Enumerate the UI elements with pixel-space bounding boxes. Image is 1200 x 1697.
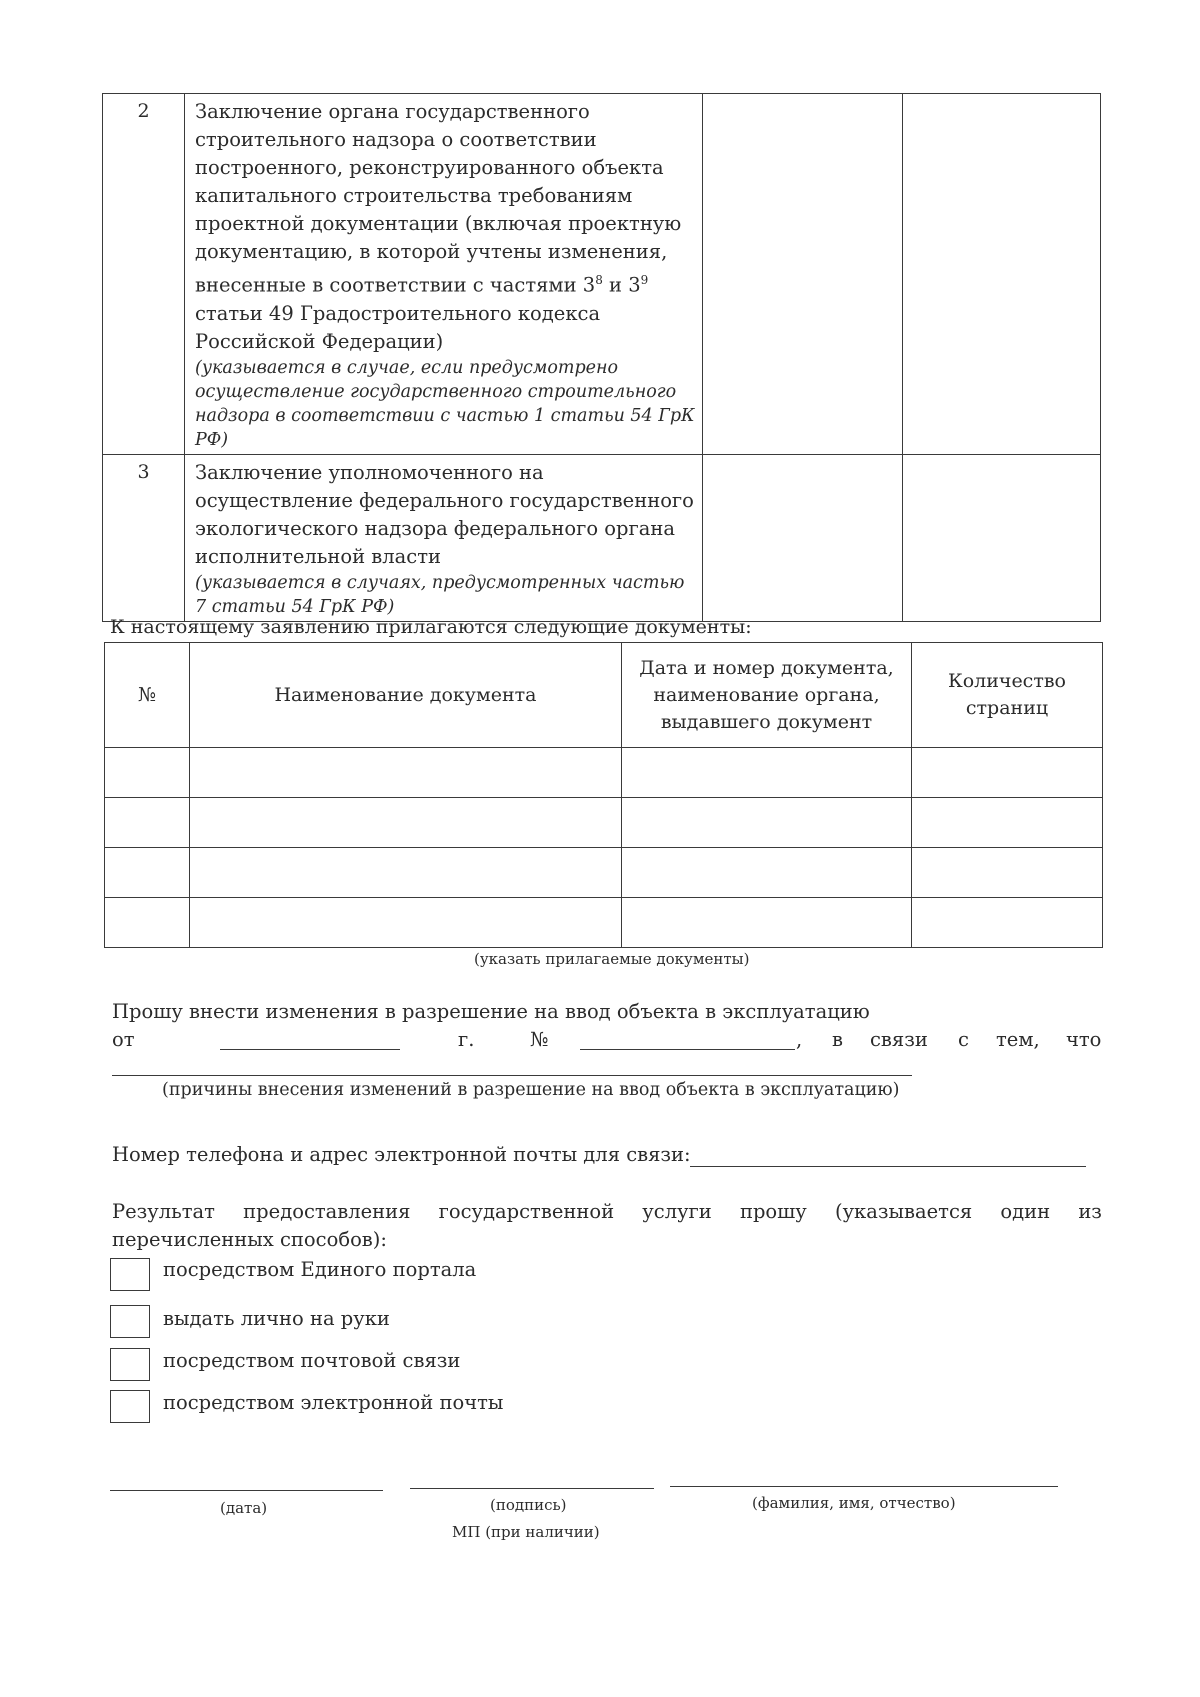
empty-cell[interactable] bbox=[903, 454, 1101, 621]
table-row bbox=[103, 94, 1101, 455]
empty-cell[interactable] bbox=[912, 798, 1103, 848]
option-in-person-label: выдать лично на руки bbox=[163, 1307, 390, 1330]
checkbox-portal[interactable] bbox=[110, 1258, 150, 1291]
row-note: (указывается в случаях, предусмотренных частью 7 статьи 54 ГрК РФ) bbox=[195, 572, 685, 617]
table-row bbox=[103, 454, 1101, 621]
row-text: Заключение органа государственного строительного надзора о соответствии построенного, реконструированного объекта капитального строительства требованиям проектной документации (включая проектную документацию, в которой учтены изменения, внесенные в соответствии с частями 3 bbox=[195, 100, 682, 297]
empty-cell[interactable] bbox=[190, 848, 622, 898]
number-sign: № bbox=[530, 1028, 549, 1051]
empty-cell[interactable] bbox=[703, 454, 903, 621]
date-caption: (дата) bbox=[220, 1499, 268, 1517]
fio-caption: (фамилия, имя, отчество) bbox=[752, 1494, 956, 1512]
empty-cell[interactable] bbox=[105, 798, 190, 848]
empty-cell[interactable] bbox=[912, 898, 1103, 948]
contact-field[interactable] bbox=[690, 1166, 1086, 1167]
empty-cell[interactable] bbox=[105, 748, 190, 798]
document-description bbox=[185, 454, 703, 621]
result-line-2: перечисленных способов): bbox=[112, 1228, 387, 1251]
table-row bbox=[105, 798, 1103, 848]
checkbox-post[interactable] bbox=[110, 1348, 150, 1381]
word: тем, bbox=[996, 1028, 1040, 1051]
stamp-caption: МП (при наличии) bbox=[452, 1523, 600, 1541]
word: государственной bbox=[438, 1200, 615, 1223]
signature-line[interactable] bbox=[410, 1488, 654, 1489]
comma: , bbox=[796, 1028, 803, 1051]
row-text: статьи 49 Градостроительного кодекса Российской Федерации) bbox=[195, 301, 601, 353]
empty-cell[interactable] bbox=[622, 748, 912, 798]
word: в bbox=[832, 1028, 843, 1051]
reason-caption: (причины внесения изменений в разрешение на ввод объекта в эксплуатацию) bbox=[162, 1080, 900, 1100]
word: с bbox=[958, 1028, 969, 1051]
word: (указывается bbox=[834, 1200, 973, 1223]
year-label: г. bbox=[458, 1028, 475, 1051]
from-label: от bbox=[112, 1028, 135, 1051]
request-line: Прошу внести изменения в разрешение на ввод объекта в эксплуатацию bbox=[112, 1000, 870, 1023]
contact-label: Номер телефона и адрес электронной почты для связи: bbox=[112, 1143, 691, 1166]
document-description bbox=[185, 94, 703, 455]
word: что bbox=[1066, 1028, 1102, 1051]
reason-field[interactable] bbox=[112, 1075, 912, 1076]
empty-cell[interactable] bbox=[190, 898, 622, 948]
attachments-caption: (указать прилагаемые документы) bbox=[474, 950, 750, 968]
result-line bbox=[112, 1200, 1102, 1223]
checkbox-email[interactable] bbox=[110, 1390, 150, 1423]
table-row bbox=[105, 898, 1103, 948]
row-text: и 3 bbox=[602, 273, 641, 297]
empty-cell[interactable] bbox=[190, 748, 622, 798]
option-portal-label: посредством Единого портала bbox=[163, 1258, 477, 1281]
header-document-name: Наименование документа bbox=[190, 643, 622, 748]
header-page-count: Количество страниц bbox=[912, 643, 1103, 748]
superscript: 8 bbox=[595, 273, 603, 287]
option-post-label: посредством почтовой связи bbox=[163, 1349, 461, 1372]
table-header-row bbox=[105, 643, 1103, 748]
signature-caption: (подпись) bbox=[490, 1496, 567, 1514]
requirements-table bbox=[102, 93, 1101, 622]
header-date-number: Дата и номер документа, наименование органа, выдавшего документ bbox=[622, 643, 912, 748]
table-row bbox=[105, 748, 1103, 798]
word: связи bbox=[870, 1028, 928, 1051]
row-text: Заключение уполномоченного на осуществление федерального государственного экологического надзора федерального органа исполнительной власти bbox=[195, 460, 694, 568]
empty-cell[interactable] bbox=[912, 748, 1103, 798]
word: Результат bbox=[112, 1200, 215, 1223]
empty-cell[interactable] bbox=[190, 798, 622, 848]
row-number: 2 bbox=[103, 94, 185, 455]
word: прошу bbox=[739, 1200, 807, 1223]
empty-cell[interactable] bbox=[903, 94, 1101, 455]
row-note: (указывается в случае, если предусмотрено осуществление государственного строительного надзора в соответствии с частью 1 статьи 54 ГрК РФ) bbox=[195, 357, 695, 450]
permit-number-field[interactable] bbox=[580, 1049, 795, 1050]
word: услуги bbox=[642, 1200, 712, 1223]
empty-cell[interactable] bbox=[622, 848, 912, 898]
checkbox-in-person[interactable] bbox=[110, 1305, 150, 1338]
attachments-intro: К настоящему заявлению прилагаются следующие документы: bbox=[110, 616, 752, 638]
empty-cell[interactable] bbox=[622, 798, 912, 848]
row-number: 3 bbox=[103, 454, 185, 621]
option-email-label: посредством электронной почты bbox=[163, 1391, 504, 1414]
empty-cell[interactable] bbox=[912, 848, 1103, 898]
attachments-table bbox=[104, 642, 1103, 948]
empty-cell[interactable] bbox=[622, 898, 912, 948]
word: один bbox=[1000, 1200, 1051, 1223]
empty-cell[interactable] bbox=[105, 898, 190, 948]
date-signature-line[interactable] bbox=[110, 1490, 383, 1491]
fio-line[interactable] bbox=[670, 1486, 1058, 1487]
word: предоставления bbox=[243, 1200, 411, 1223]
empty-cell[interactable] bbox=[703, 94, 903, 455]
table-row bbox=[105, 848, 1103, 898]
word: из bbox=[1078, 1200, 1102, 1223]
date-field[interactable] bbox=[220, 1049, 400, 1050]
empty-cell[interactable] bbox=[105, 848, 190, 898]
superscript: 9 bbox=[640, 273, 649, 287]
header-number: № bbox=[105, 643, 190, 748]
